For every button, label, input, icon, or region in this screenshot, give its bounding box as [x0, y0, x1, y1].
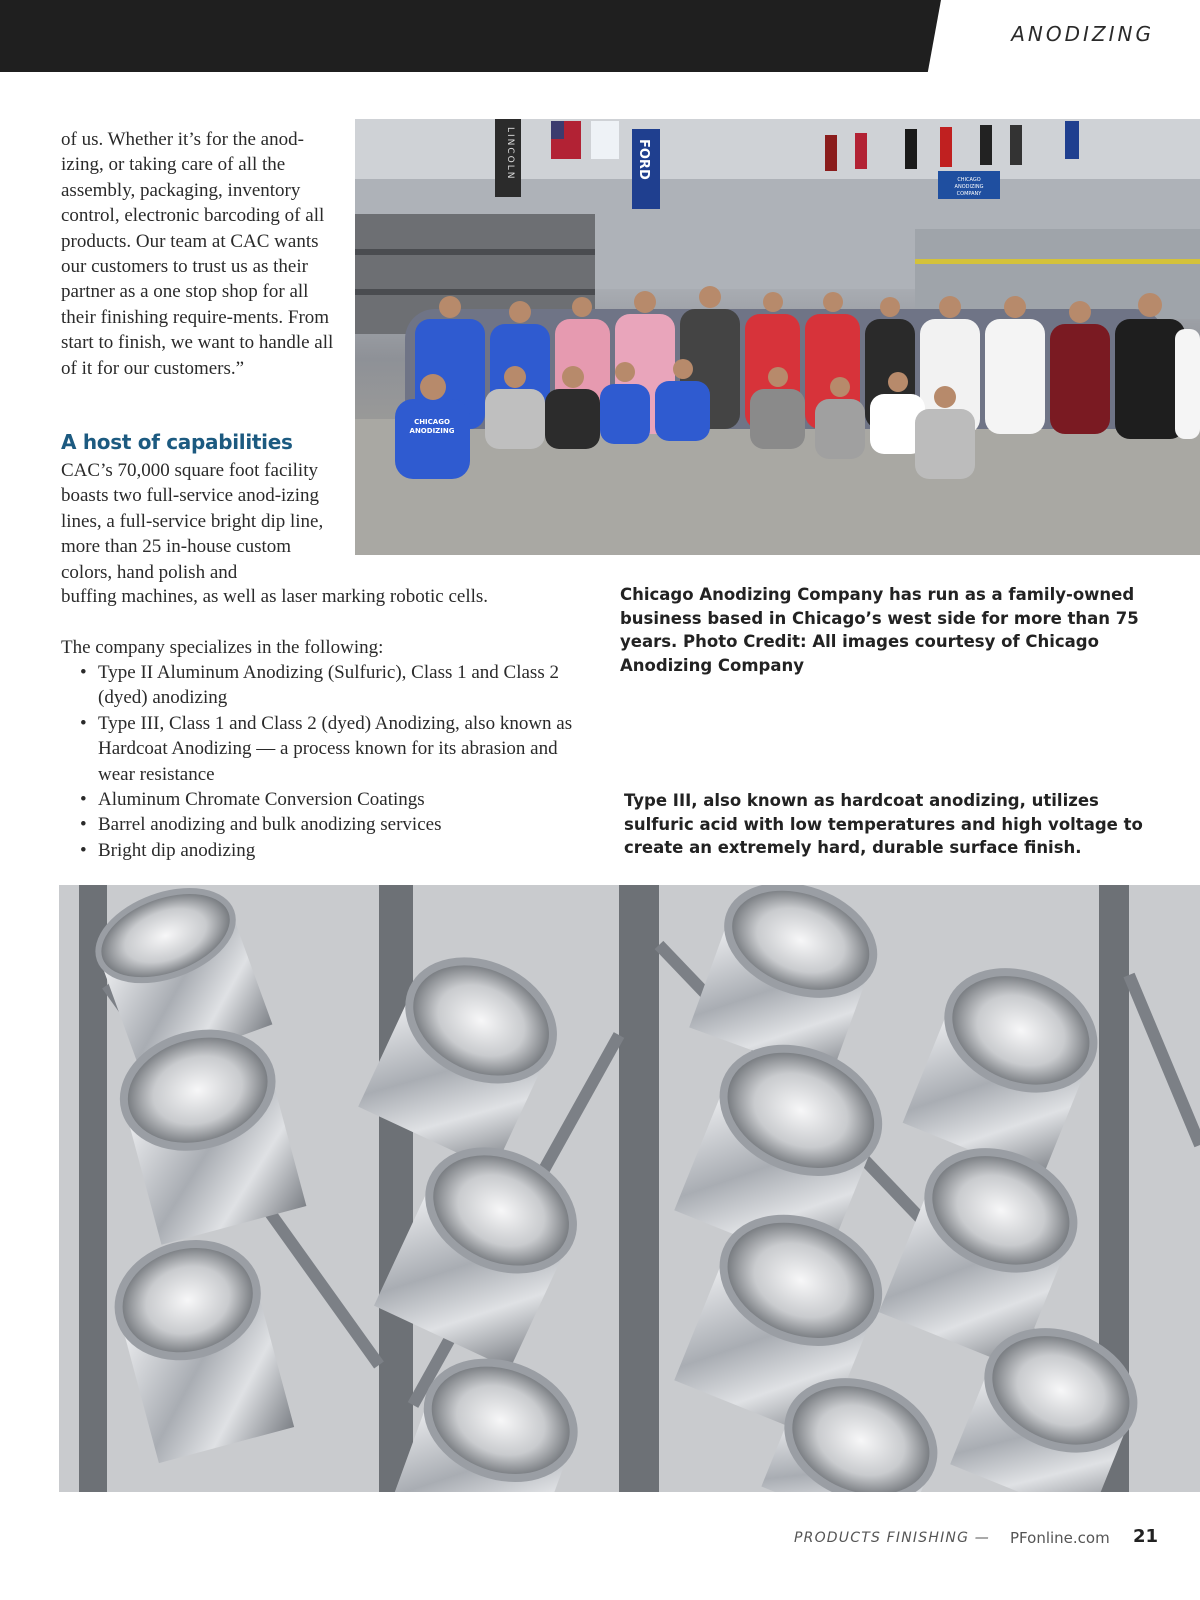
wall-sign-line: ANODIZING	[954, 184, 984, 190]
chicago-flag	[591, 121, 619, 159]
anodized-parts-photo	[59, 885, 1200, 1492]
page-header	[0, 0, 1200, 72]
team-photo-illustration	[355, 119, 1200, 555]
parts-photo-caption: Type III, also known as hardcoat anodizing, utilizes sulfuric acid with low temperatures and high voltage to create an extremely hard, durable surface finish.	[624, 791, 1143, 857]
list-item: • Bright dip anodizing	[76, 838, 596, 863]
header-black-bar	[0, 0, 941, 72]
article-paragraph-capabilities-end: buffing machines, as well as laser marking robotic cells.	[61, 586, 489, 607]
shirt-logo-line: ANODIZING	[409, 427, 455, 435]
team-photo	[355, 119, 1200, 555]
wall-sign-line: CHICAGO	[957, 177, 981, 183]
services-list	[76, 660, 596, 863]
list-item: • Type II Aluminum Anodizing (Sulfuric), Class 1 and Class 2 (dyed) anodizing	[76, 660, 596, 711]
section-heading: A host of capabilities	[61, 430, 293, 454]
section-label: ANODIZING	[1011, 22, 1154, 46]
lincoln-banner-text: LINCOLN	[505, 127, 515, 181]
page-number: 21	[1133, 1526, 1159, 1547]
list-item: • Type III, Class 1 and Class 2 (dyed) Anodizing, also known as Hardcoat Anodizing — a process known for its abrasion and wear resistance	[76, 711, 596, 787]
shirt-logo-line: CHICAGO	[414, 418, 450, 426]
team-photo-caption: Chicago Anodizing Company has run as a family-owned business based in Chicago’s west side for more than 75 years. Photo Credit: All images courtesy of Chicago Anodizing Company	[620, 585, 1139, 675]
article-paragraph-capabilities: CAC’s 70,000 square foot facility boasts two full-service anod-izing lines, a full-service bright dip line, more than 25 in-house custom colors, hand polish and	[61, 460, 324, 583]
footer-site-link[interactable]: PFonline.com	[1010, 1529, 1110, 1547]
services-intro: The company specializes in the following:	[61, 637, 384, 658]
article-paragraph-quote: of us. Whether it’s for the anod-izing, or taking care of all the assembly, packaging, inventory control, electronic barcoding of all products. Our team at CAC wants our customers to trust us as their partner as a one stop shop for all their finishing require-ments. From start to finish, we want to handle all of it for our customers.”	[61, 129, 334, 379]
list-item: • Aluminum Chromate Conversion Coatings	[76, 787, 596, 812]
ford-banner-text: FORD	[636, 139, 651, 180]
anodized-cylinders-illustration	[59, 885, 1200, 1492]
wall-sign-line: COMPANY	[956, 191, 982, 197]
list-item: • Barrel anodizing and bulk anodizing services	[76, 812, 596, 837]
footer-publication: PRODUCTS FINISHING —	[794, 1530, 990, 1546]
